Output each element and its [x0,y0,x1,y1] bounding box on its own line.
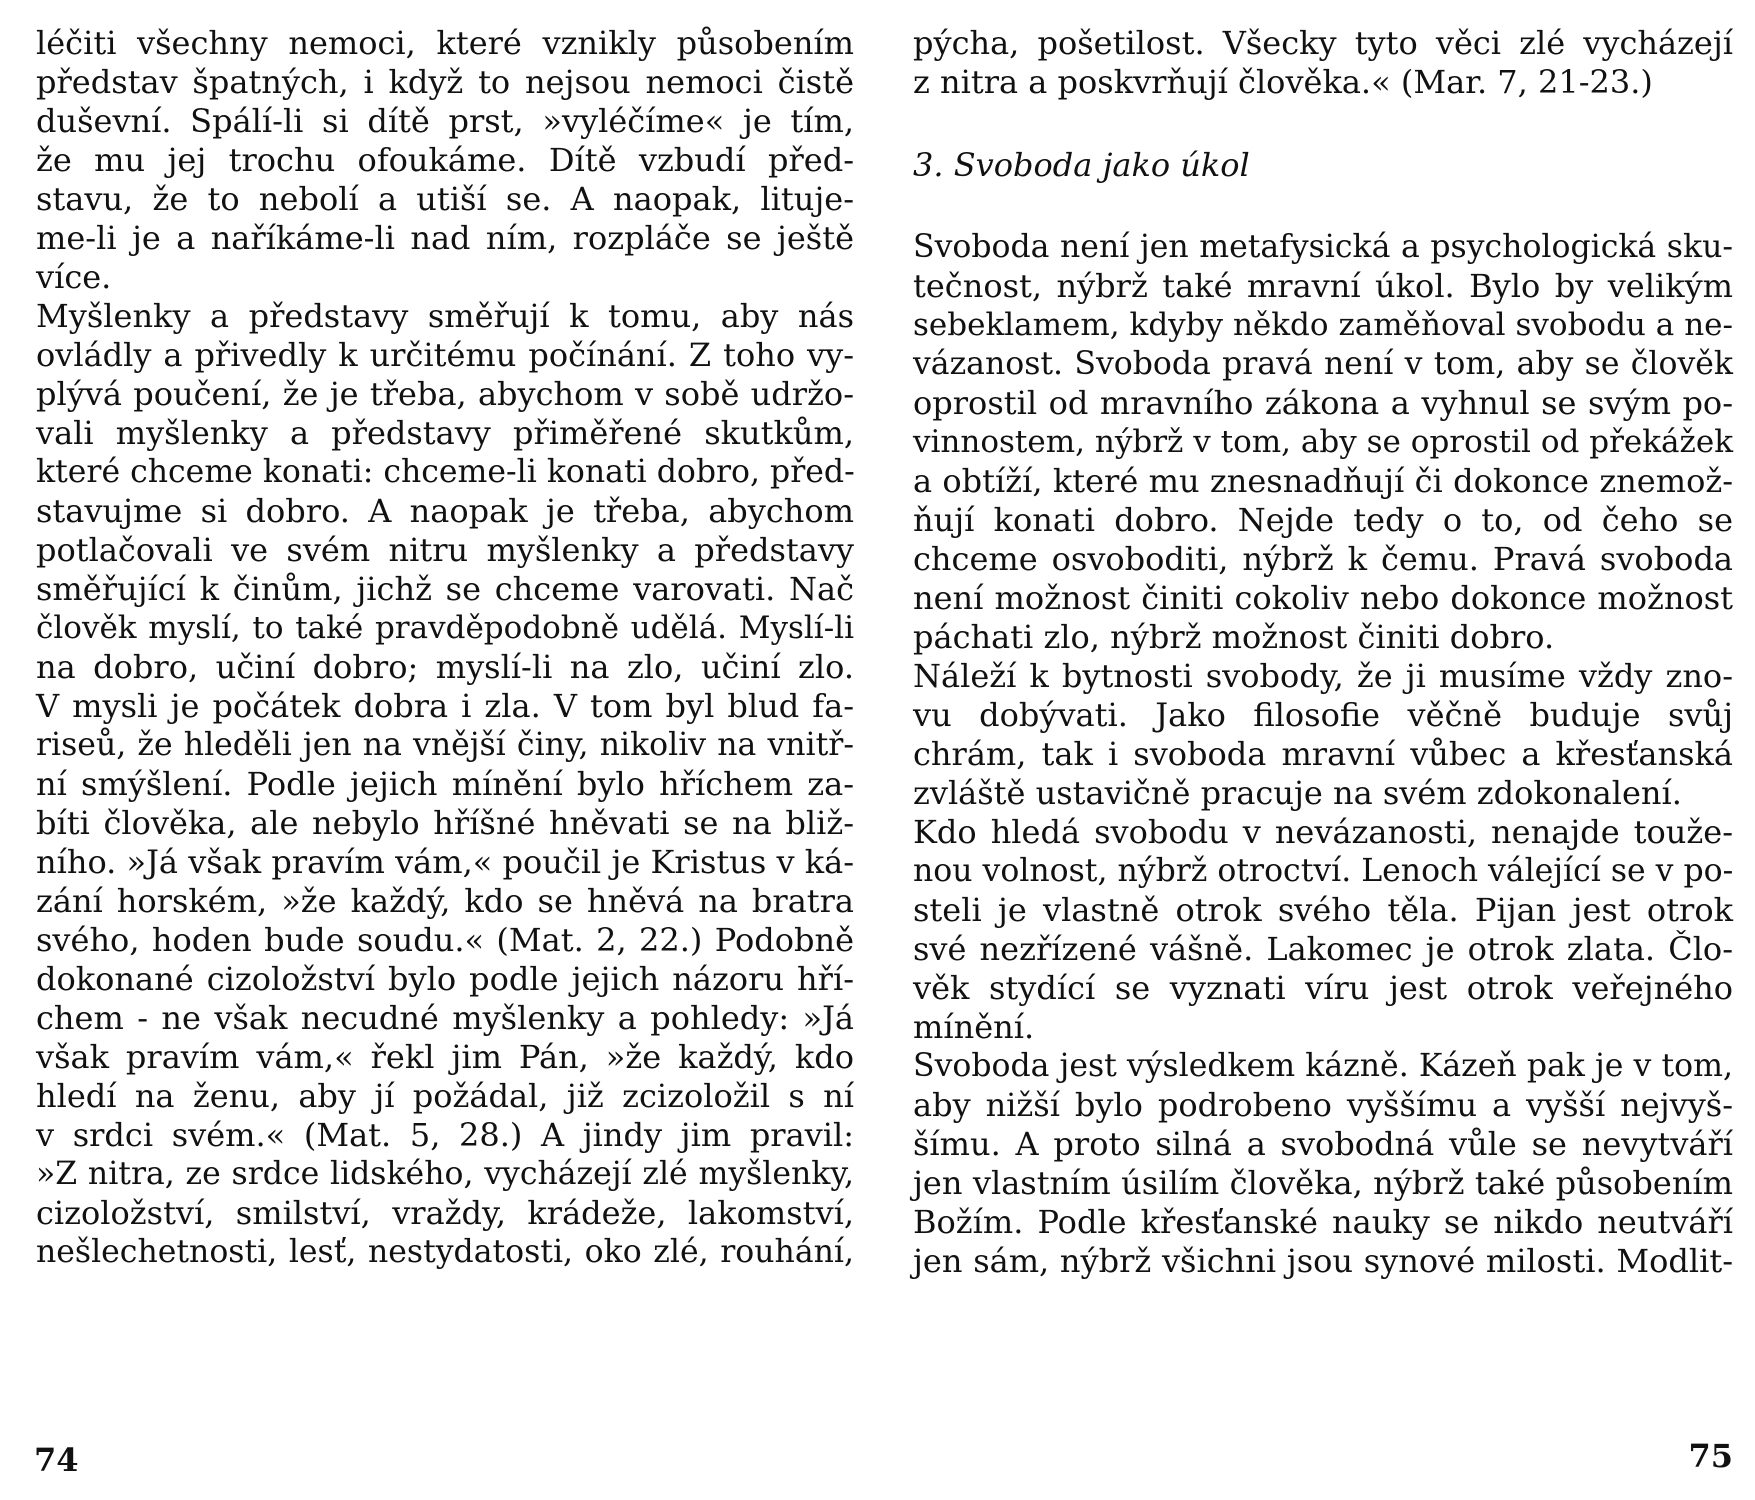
page-number: 75 [1688,1437,1733,1475]
text-line: vázanost. Svoboda pravá není v tom, aby se člověk [913,346,1733,382]
text-line: na dobro, učiní dobro; myslí-li na zlo, učiní zlo. [36,648,854,686]
text-line: aby nižší bylo podrobeno vyššímu a vyšší nejvyš- [913,1086,1733,1124]
text-line: z nitra a poskvrňují člověka.« (Mar. 7, 21-23.) [913,63,1653,101]
text-line: ní smýšlení. Podle jejich mínění bylo hříchem za- [36,765,854,803]
text-line: V mysli je počátek dobra i zla. V tom byl blud fa- [36,687,854,725]
text-line: není možnost činiti cokoliv nebo dokonce možnost [913,579,1733,617]
text-line: Svoboda jest výsledkem kázně. Kázeň pak je v tom, [913,1048,1733,1084]
text-line: že mu jej trochu ofoukáme. Dítě vzbudí před- [36,141,854,179]
text-line: nou volnost, nýbrž otroctví. Lenoch válející se v po- [913,853,1734,889]
text-line: stavujme si dobro. A naopak je třeba, abychom [36,492,854,530]
text-line: zvláště ustavičně pracuje na svém zdokonalení. [913,774,1682,812]
text-line: hledí na ženu, aby jí požádal, již zcizoložil s ní [36,1077,854,1115]
text-line: ňují konati dobro. Nejde tedy o to, od čeho se [913,501,1733,539]
text-line: vali myšlenky a představy přiměřené skutkům, [36,414,854,452]
text-line: léčiti všechny nemoci, které vznikly působením [36,24,854,62]
text-line: páchati zlo, nýbrž možnost činiti dobro. [913,618,1555,656]
text-line: vu dobývati. Jako filosofie věčně buduje svůj [913,696,1733,734]
text-line: duševní. Spálí-li si dítě prst, »vyléčíme« je tím, [36,102,854,140]
text-line: cizoložství, smilství, vraždy, krádeže, lakomství, [36,1194,854,1232]
text-line: tečnost, nýbrž také mravní úkol. Bylo by velikým [913,267,1733,305]
text-line: sebeklamem, kdyby někdo zaměňoval svobodu a ne- [913,307,1733,343]
text-line: plývá poučení, že je třeba, abychom v sobě udržo- [36,375,854,413]
text-line: potlačovali ve svém nitru myšlenky a představy [36,531,854,569]
text-line: stavu, že to nebolí a utiší se. A naopak, lituje- [36,180,854,218]
text-line: více. [36,258,112,296]
text-line: Svoboda není jen metafysická a psychologická sku- [913,229,1733,265]
text-line: ovládly a přivedly k určitému počínání. Z toho vy- [36,336,854,374]
text-line: steli je vlastně otrok svého těla. Pijan jest otrok [913,891,1733,929]
text-line: Kdo hledá svobodu v nevázanosti, nenajde touže- [913,813,1733,851]
text-line: dokonané cizoložství bylo podle jejich názoru hří- [36,960,854,998]
text-line: své nezřízené vášně. Lakomec je otrok zlata. Člo- [913,930,1733,968]
text-line: oprostil od mravního zákona a vyhnul se svým po- [913,384,1733,422]
text-line: jen vlastním úsilím člověka, nýbrž také působením [913,1164,1733,1202]
text-line: svého, hoden bude soudu.« (Mat. 2, 22.) Podobně [36,921,854,959]
text-line: chrám, tak i svoboda mravní vůbec a křesťanská [913,735,1733,773]
text-line: ního. »Já však pravím vám,« poučil je Kristus v ká- [36,843,854,881]
text-line: věk stydící se vyznati víru jest otrok veřejného [913,969,1733,1007]
text-line: šímu. A proto silná a svobodná vůle se nevytváří [913,1125,1733,1163]
text-line: bíti člověka, ale nebylo hříšné hněvati se na bliž- [36,804,854,842]
text-line: chem - ne však necudné myšlenky a pohledy: »Já [36,999,854,1037]
text-line: me-li je a naříkáme-li nad ním, rozpláče se ještě [36,219,854,257]
text-line: jen sám, nýbrž všichni jsou synové milosti. Modlit- [913,1242,1733,1280]
text-line: Náleží k bytnosti svobody, že ji musíme vždy zno- [913,657,1733,695]
text-line: v srdci svém.« (Mat. 5, 28.) A jindy jim pravil: [36,1116,854,1154]
text-line: zání horském, »že každý, kdo se hněvá na bratra [36,882,854,920]
text-line: člověk myslí, to také pravděpodobně udělá. Myslí-li [36,610,854,646]
text-line: představ špatných, i když to nejsou nemoci čistě [36,63,854,101]
left-page [0,0,877,1500]
text-line: vinnostem, nýbrž v tom, aby se oprostil od překážek [913,424,1733,460]
section-heading: 3. Svoboda jako úkol [913,146,1250,184]
text-line: směřující k činům, jichž se chceme varovati. Nač [36,570,854,608]
text-line: nešlechetnosti, lesť, nestydatosti, oko zlé, rouhání, [36,1234,854,1270]
text-line: »Z nitra, ze srdce lidského, vycházejí zlé myšlenky, [36,1156,854,1192]
text-line: a obtíží, které mu znesnadňují či dokonce znemož- [913,462,1733,500]
text-line: riseů, že hleděli jen na vnější činy, nikoliv na vnitř- [36,727,854,763]
right-page [877,0,1755,1500]
text-line: Božím. Podle křesťanské nauky se nikdo neutváří [913,1203,1733,1241]
text-line: Myšlenky a představy směřují k tomu, aby nás [36,297,854,335]
text-line: které chceme konati: chceme-li konati dobro, před- [36,454,855,490]
text-line: však pravím vám,« řekl jim Pán, »že každý, kdo [36,1038,854,1076]
page-number: 74 [34,1441,79,1479]
text-line: mínění. [913,1008,1035,1046]
text-line: pýcha, pošetilost. Všecky tyto věci zlé vycházejí [913,24,1733,62]
text-line: chceme osvoboditi, nýbrž k čemu. Pravá svoboda [913,540,1733,578]
